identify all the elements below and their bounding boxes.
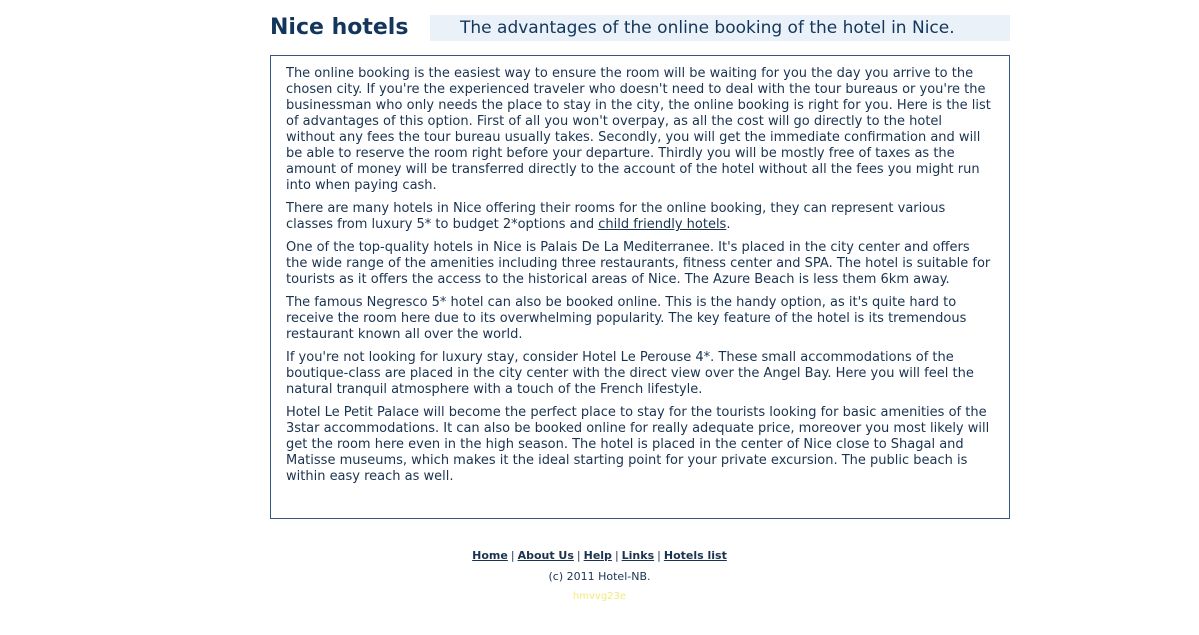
footer-separator: | bbox=[576, 549, 581, 562]
page-tagline: The advantages of the online booking of the hotel in Nice. bbox=[430, 15, 1010, 41]
paragraph-le-perouse: If you're not looking for luxury stay, consider Hotel Le Perouse 4*. These small accommodations of the boutique-class are placed in the city center with the direct view over the Angel Bay. Here you will feel the natural tranquil atmosphere with a touch of the French lifestyle. bbox=[286, 350, 974, 397]
counter-text: hmvvg23e bbox=[572, 591, 627, 602]
copyright: (c) 2011 Hotel-NB. bbox=[548, 570, 651, 583]
header bbox=[270, 14, 1010, 42]
paragraph-le-petit-palace: Hotel Le Petit Palace will become the perfect place to stay for the tourists looking for basic amenities of the 3star accommodations. It can also be booked online for really adequate price, moreover you most likely will get the room here even in the high season. The hotel is placed in the center of Nice close to Shagal and Matisse museums, which makes it the ideal starting point for your private excursion. The public beach is within easy reach as well. bbox=[286, 405, 990, 484]
paragraph-text: There are many hotels in Nice offering their rooms for the online booking, they can represent various classes from luxury 5* to budget 2*options and bbox=[286, 201, 946, 232]
footer-separator: | bbox=[510, 549, 515, 562]
paragraph-hotel-classes bbox=[286, 201, 994, 233]
paragraph-palais-de-la-mediterranee: One of the top-quality hotels in Nice is Palais De La Mediterranee. It's placed in the city center and offers the wide range of the amenities including three restaurants, fitness center and SPA. The hotel is suitable for tourists as it offers the access to the historical areas of Nice. The Azure Beach is less them 6km away. bbox=[286, 240, 991, 287]
footer-link-help[interactable]: Help bbox=[583, 549, 612, 562]
footer-separator: | bbox=[614, 549, 619, 562]
footer-separator: | bbox=[657, 549, 661, 562]
child-friendly-hotels-link[interactable]: child friendly hotels bbox=[598, 217, 727, 232]
paragraph-negresco: The famous Negresco 5* hotel can also be booked online. This is the handy option, as it's quite hard to receive the room here due to its overwhelming popularity. The key feature of the hotel is its tremendous restaurant known all over the world. bbox=[286, 295, 967, 342]
footer-link-hotels-list[interactable]: Hotels list bbox=[663, 549, 727, 562]
site-title: Nice hotels bbox=[270, 15, 409, 40]
footer-nav bbox=[0, 549, 1199, 562]
main-content bbox=[270, 55, 1010, 519]
footer-link-home[interactable]: Home bbox=[472, 549, 508, 562]
footer-link-about-us[interactable]: About Us bbox=[517, 549, 574, 562]
footer-link-links[interactable]: Links bbox=[621, 549, 655, 562]
paragraph-online-booking: The online booking is the easiest way to ensure the room will be waiting for you the day you arrive to the chosen city. If you're the experienced traveler who doesn't need to deal with the tour bureaus or you're the businessman who only needs the place to stay in the city, the online booking is right for you. Here is the list of advantages of this option. First of all you won't overpay, as all the cost will go directly to the hotel without any fees the tour bureau usually takes. Secondly, you will get the immediate confirmation and will be able to reserve the room right before your departure. Thirdly you will be mostly free of taxes as the amount of money will be transferred directly to the account of the hotel without all the fees you might run into when paying cash. bbox=[286, 66, 991, 193]
paragraph-text-end: . bbox=[726, 217, 731, 232]
